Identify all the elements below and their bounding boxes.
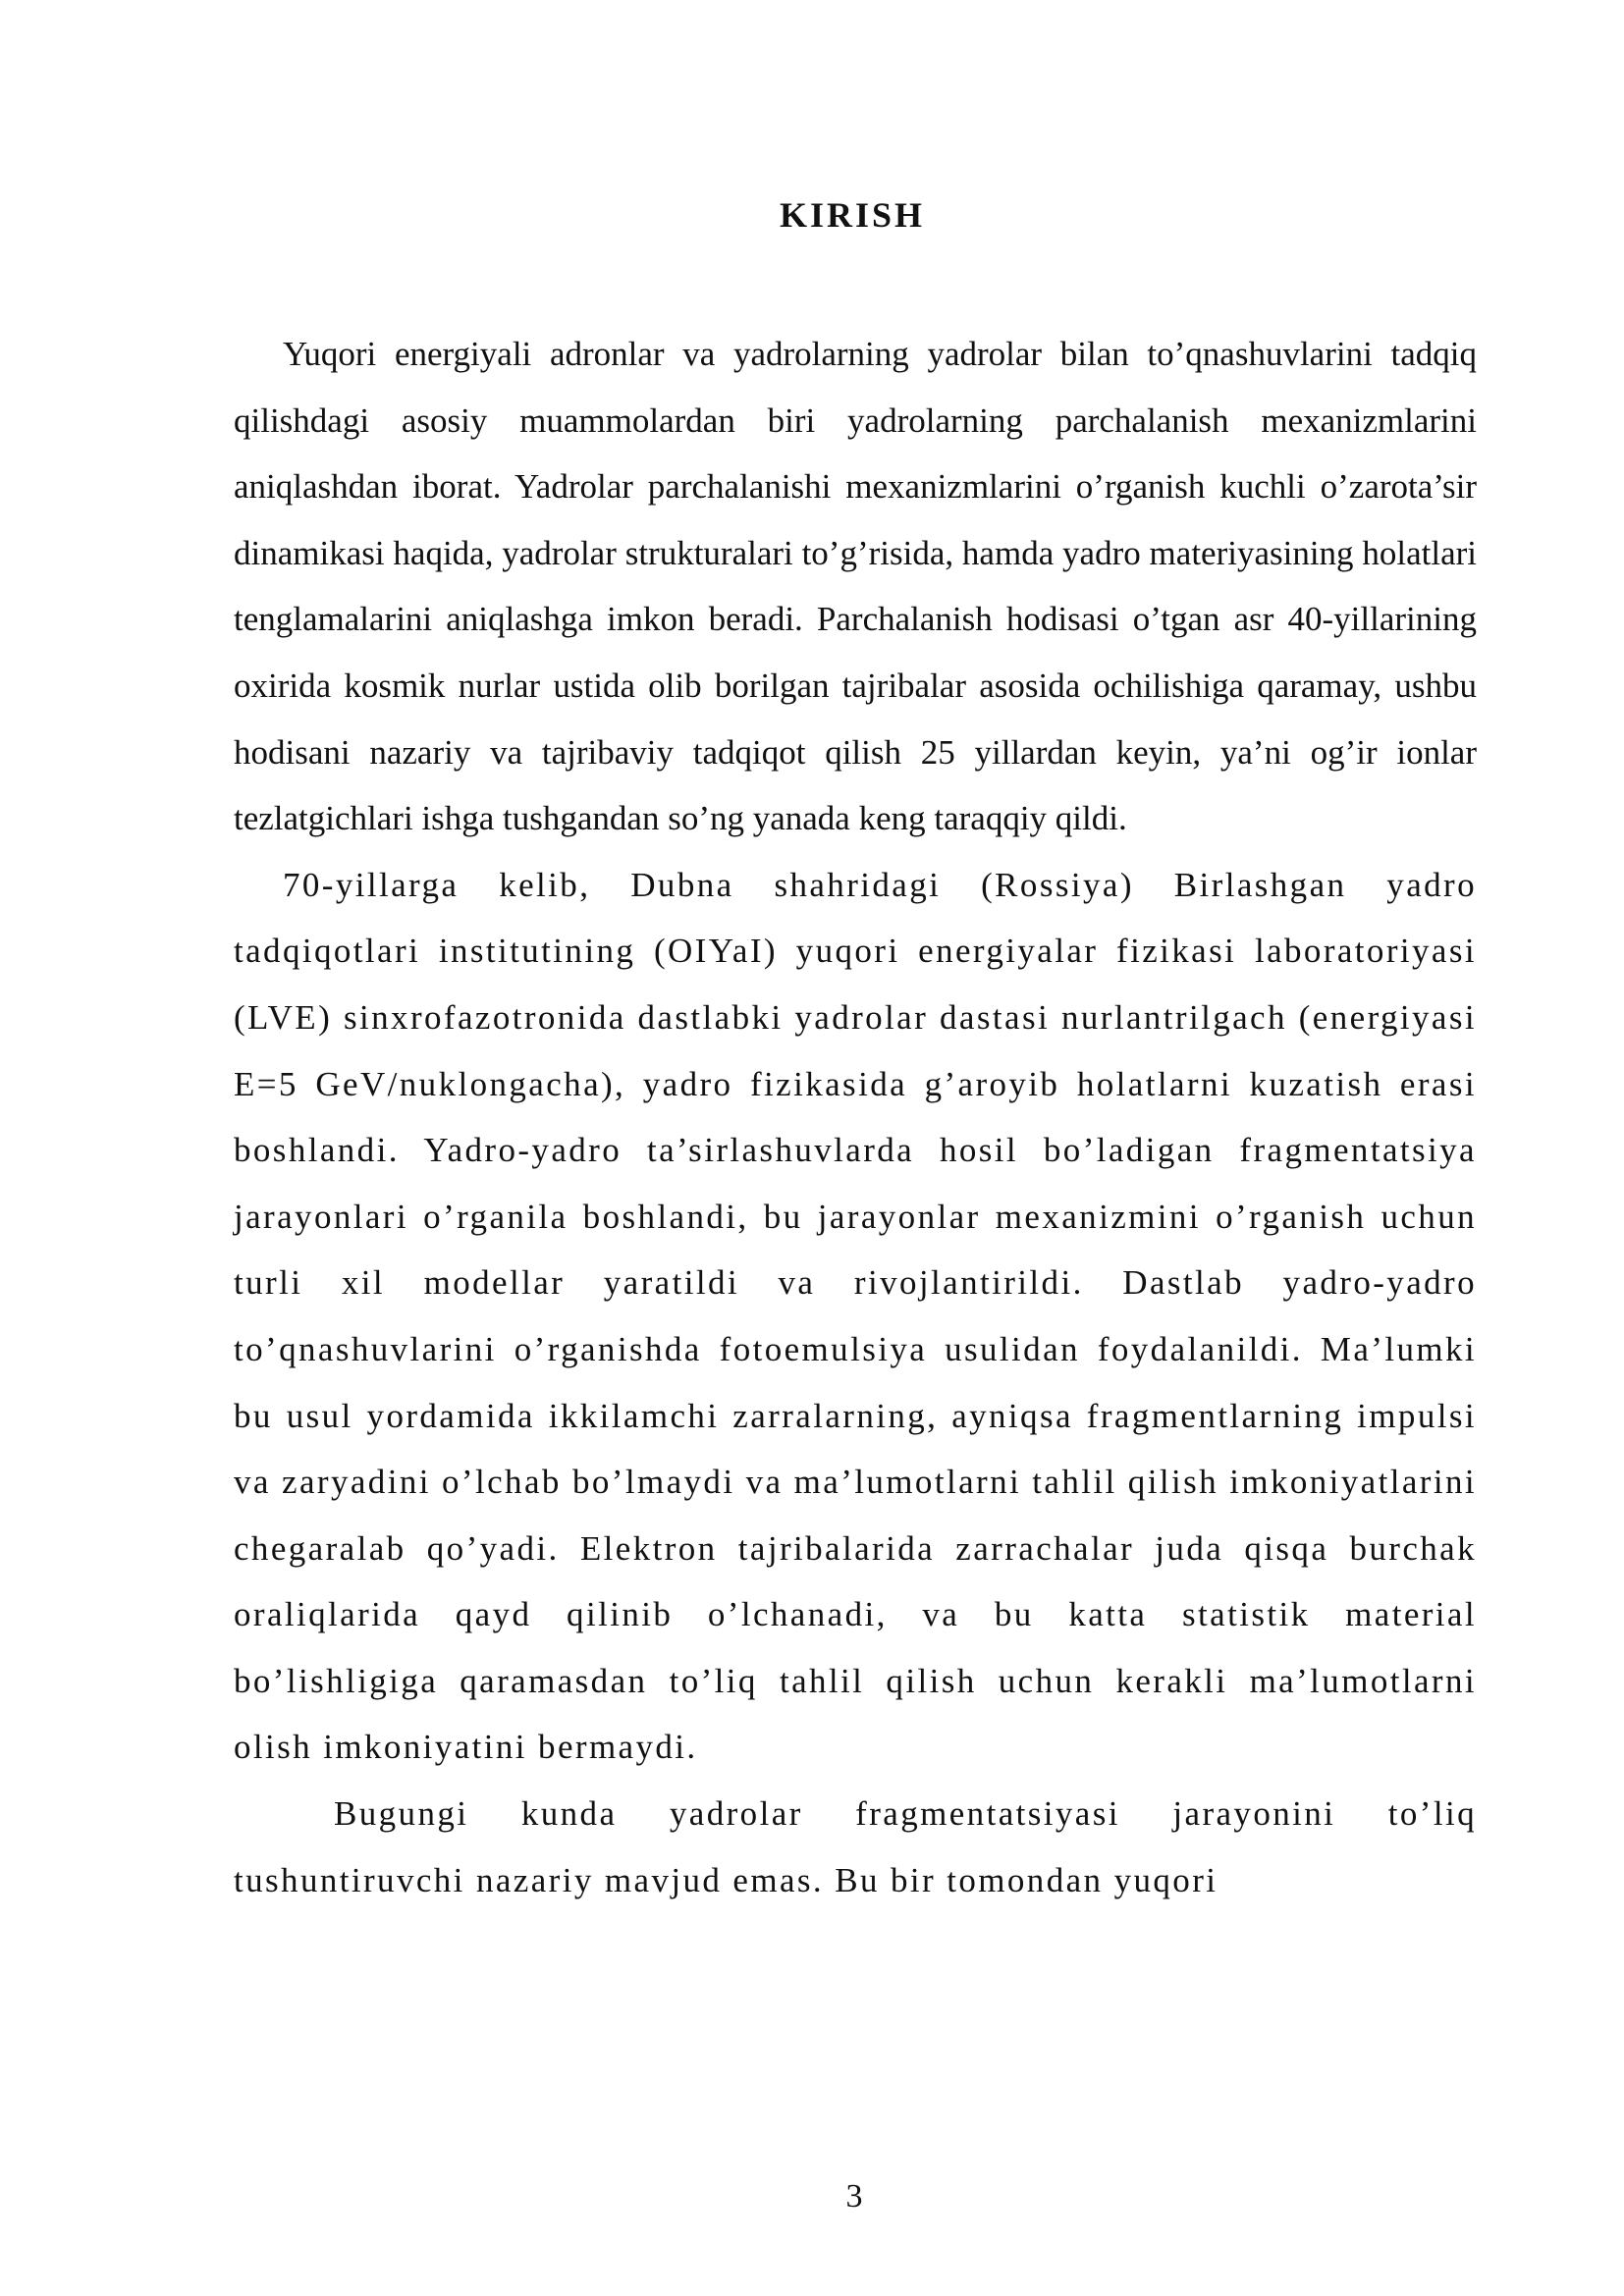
- section-heading: KIRISH: [779, 195, 926, 235]
- body-text: [234, 321, 1477, 1913]
- paragraph-2: 70-yillarga kelib, Dubna shahridagi (Rossiya) Birlashgan yadro tadqiqotlari institutining (OIYaI) yuqori energiyalar fizikasi laboratoriyasi (LVE) sinxrofazotronida dastlabki yadrolar dastasi nurlantrilgach (energiyasi E=5 GeV/nuklongacha), yadro fizikasida g’aroyib holatlarni kuzatish erasi boshlandi. Yadro-yadro ta’sirlashuvlarda hosil bo’ladigan fragmentatsiya jarayonlari o’rganila boshlandi, bu jarayonlar mexanizmini o’rganish uchun turli xil modellar yaratildi va rivojlantirildi. Dastlab yadro-yadro to’qnashuvlarini o’rganishda fotoemulsiya usulidan foydalanildi. Ma’lumki bu usul yordamida ikkilamchi zarralarning, ayniqsa fragmentlarning impulsi va zaryadini o’lchab bo’lmaydi va ma’lumotlarni tahlil qilish imkoniyatlarini chegaralab qo’yadi. Elektron tajribalarida zarrachalar juda qisqa burchak oraliqlarida qayd qilinib o’lchanadi, va bu katta statistik material bo’lishligiga qaramasdan to’liq tahlil qilish uchun kerakli ma’lumotlarni olish imkoniyatini bermaydi.: [234, 865, 1477, 1767]
- paragraph-3: Bugungi kunda yadrolar fragmentatsiyasi jarayonini to’liq tushuntiruvchi nazariy mavjud emas. Bu bir tomondan yuqori: [234, 1794, 1477, 1899]
- page-number: 3: [845, 2178, 863, 2215]
- paragraph-1: Yuqori energiyali adronlar va yadrolarning yadrolar bilan to’qnashuvlarini tadqiq qilishdagi asosiy muammolardan biri yadrolarning parchalanish mexanizmlarini aniqlashdan iborat. Yadrolar parchalanishi mexanizmlarini o’rganish kuchli o’zarota’sir dinamikasi haqida, yadrolar strukturalari to’g’risida, hamda yadro materiyasining holatlari tenglamalarini aniqlashga imkon beradi. Parchalanish hodisasi o’tgan asr 40-yillarining oxirida kosmik nurlar ustida olib borilgan tajribalar asosida ochilishiga qaramay, ushbu hodisani nazariy va tajribaviy tadqiqot qilish 25 yillardan keyin, ya’ni og’ir ionlar tezlatgichlari ishga tushgandan so’ng yanada keng taraqqiy qildi.: [234, 335, 1477, 838]
